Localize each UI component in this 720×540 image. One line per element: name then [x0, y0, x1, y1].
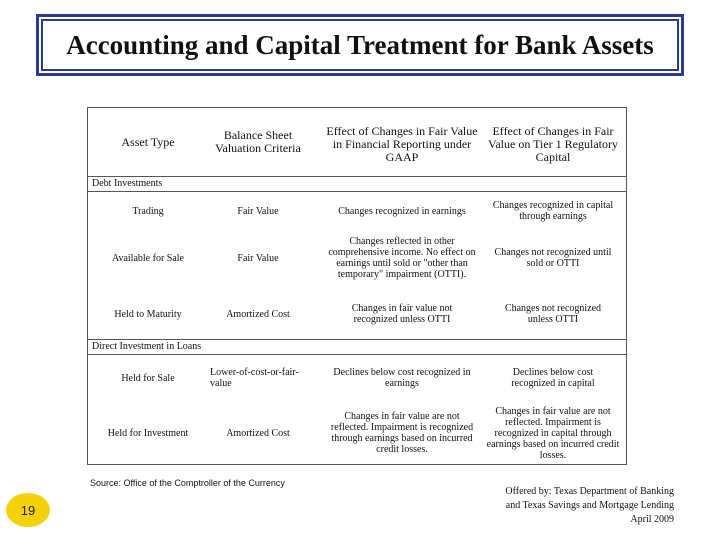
page-number: 19: [20, 502, 36, 518]
title-box: [36, 14, 684, 76]
table-cell: Held for Sale: [121, 372, 175, 384]
table-cell: Changes in fair value not recognized unless OTTI: [351, 303, 453, 325]
treatment-table: [87, 107, 627, 465]
table-cell: Changes recognized in capital through earnings: [492, 200, 614, 222]
table-cell: Trading: [132, 205, 164, 217]
section-label-debt: Debt Investments: [92, 178, 163, 189]
header-asset-type: Asset Type: [121, 134, 175, 149]
table-cell: Changes not recognized until sold or OTTI: [494, 247, 612, 269]
section-label-loans: Direct Investment in Loans: [92, 341, 202, 352]
header-capital-effect: Effect of Changes in Fair Value on Tier 1 Regulatory Capital: [488, 123, 618, 164]
table-cell: Fair Value: [237, 252, 279, 264]
table-cell: Changes in fair value are not reflected. Impairment is recognized through earnings based on incurred credit losses.: [330, 411, 474, 455]
table-cell: Held to Maturity: [114, 308, 182, 320]
page-title: Accounting and Capital Treatment for Bank Assets: [66, 29, 654, 60]
page-number-badge: [6, 493, 50, 527]
divider: [88, 191, 626, 192]
offered-by-line: and Texas Savings and Mortgage Lending: [505, 500, 674, 511]
table-cell: Changes recognized in earnings: [338, 205, 466, 217]
header-valuation-criteria: Balance Sheet Valuation Criteria: [215, 128, 301, 155]
divider: [88, 176, 626, 177]
table-cell: Declines below cost recognized in capital: [511, 367, 595, 389]
table-cell: Changes not recognized unless OTTI: [504, 303, 602, 325]
table-cell: Fair Value: [237, 205, 279, 217]
table-cell: Declines below cost recognized in earnings: [333, 367, 471, 389]
header-gaap-effect: Effect of Changes in Fair Value in Financial Reporting under GAAP: [326, 123, 478, 164]
divider: [88, 354, 626, 355]
divider: [88, 339, 626, 340]
offered-by-date: April 2009: [630, 514, 674, 525]
offered-by-line: Offered by: Texas Department of Banking: [505, 486, 674, 497]
table-cell: Held for Investment: [107, 427, 189, 439]
table-cell: Amortized Cost: [226, 427, 290, 439]
table-cell: Changes in fair value are not reflected. Impairment is recognized in capital through earnings based on incurred credit losses.: [486, 405, 620, 461]
table-cell: Lower-of-cost-or-fair-value: [210, 367, 299, 389]
table-cell: Amortized Cost: [226, 308, 290, 320]
table-cell: Available for Sale: [111, 252, 184, 264]
source-note: Source: Office of the Comptroller of the Currency: [90, 478, 285, 488]
table-cell: Changes reflected in other comprehensive income. No effect on earnings until sold or "other than temporary" impairment (OTTI).: [328, 236, 476, 280]
offered-by-note: [505, 485, 674, 527]
